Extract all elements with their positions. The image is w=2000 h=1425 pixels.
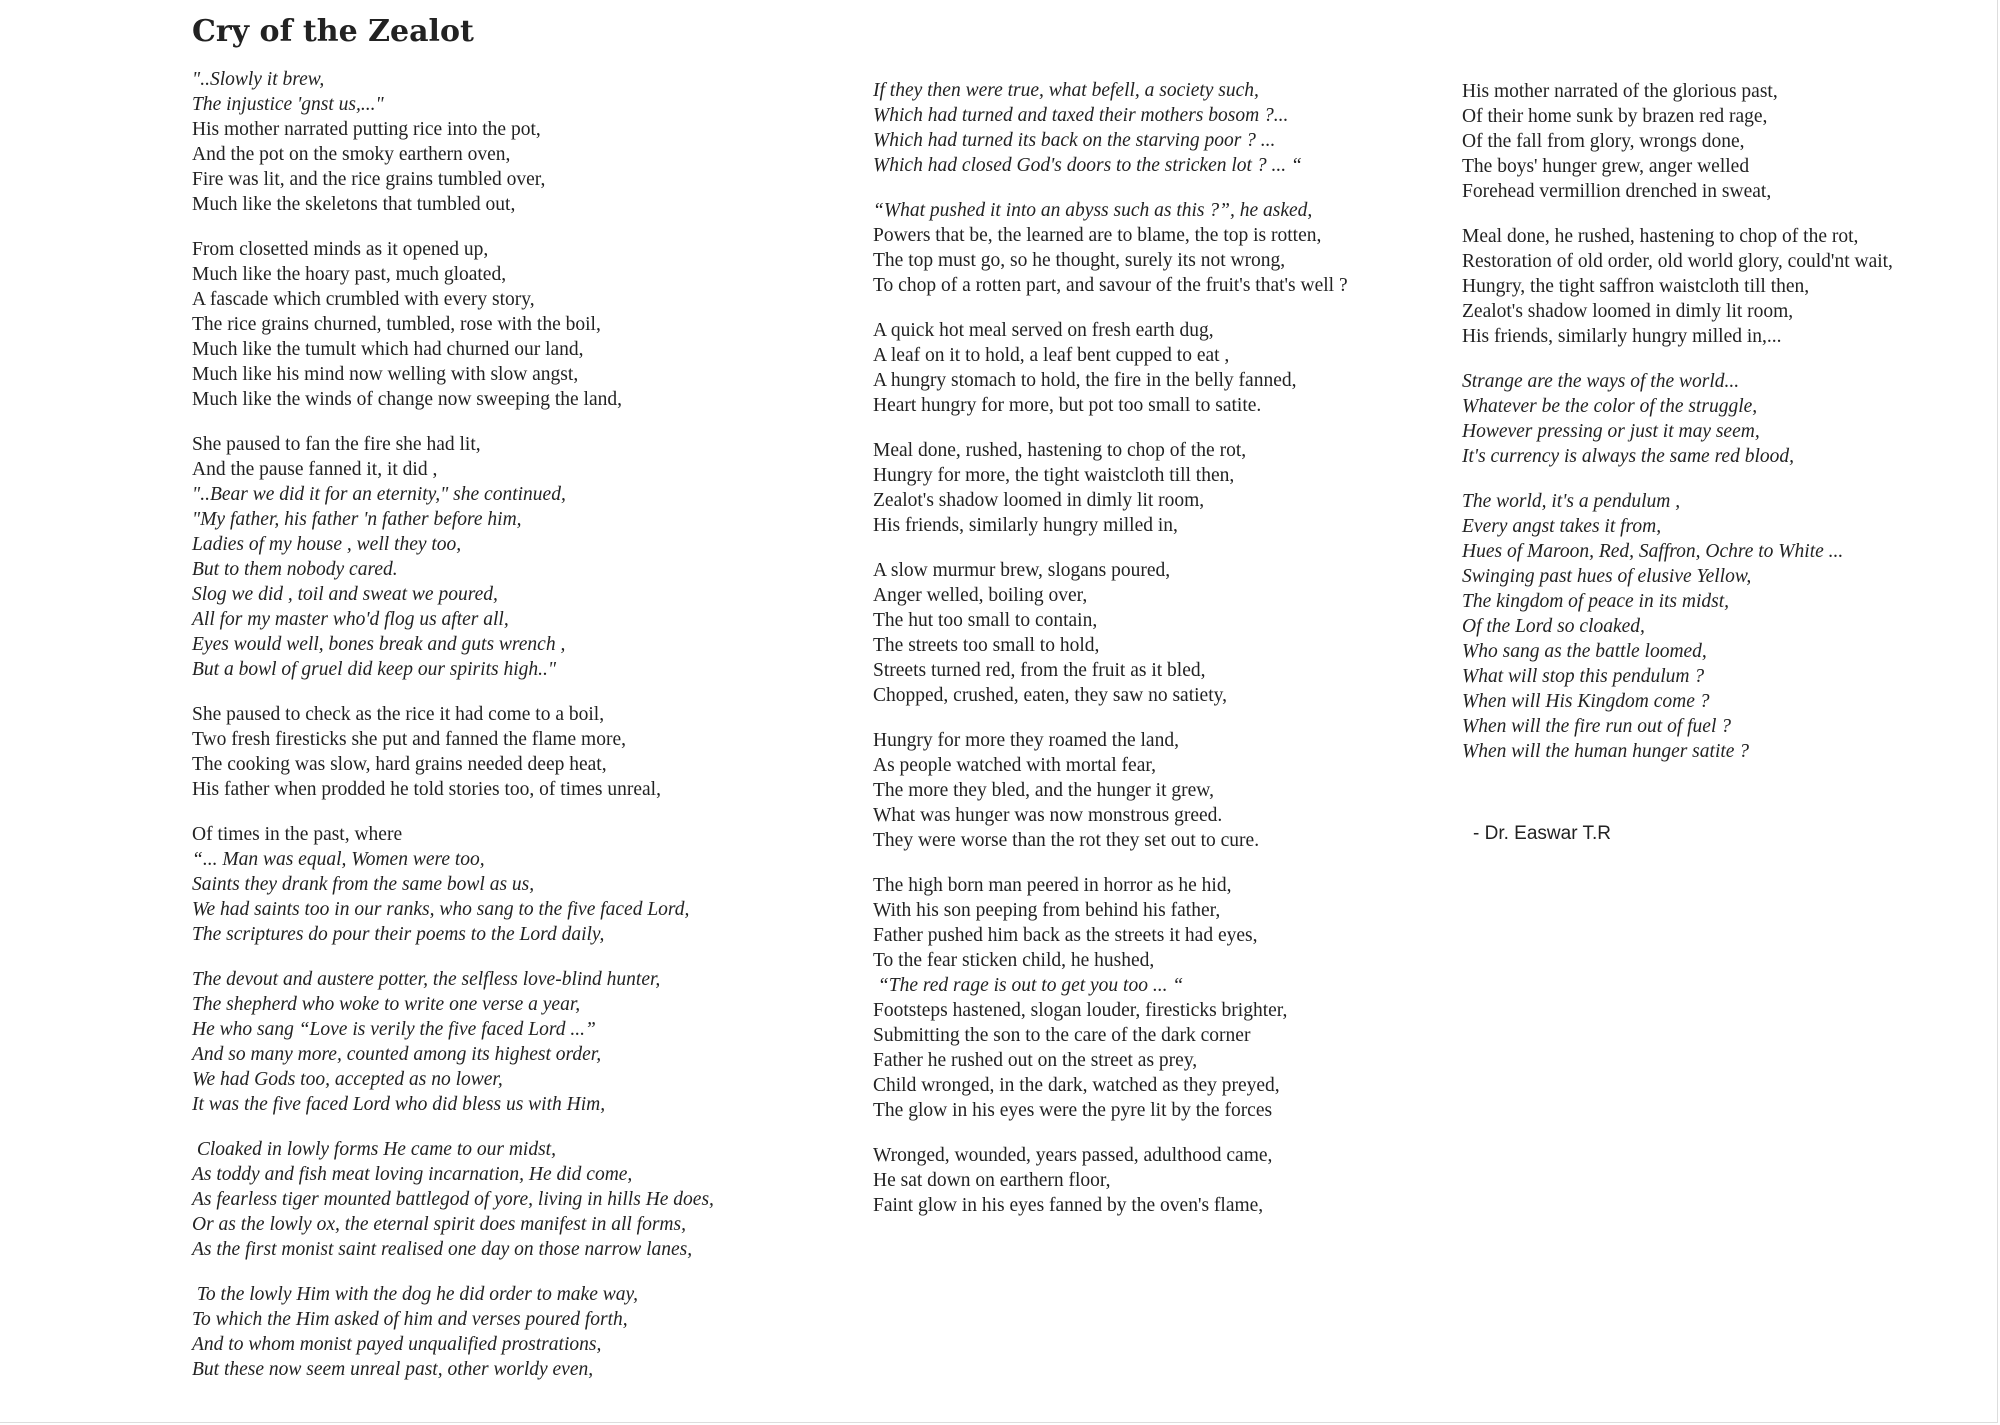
poem-line: Of times in the past, where (192, 824, 403, 845)
poem-line: He sat down on earthern floor, (873, 1170, 1111, 1191)
poem-line: Which had turned and taxed their mothers bosom ?... (873, 105, 1289, 126)
stanza (192, 967, 992, 1117)
poem-line: Whatever be the color of the struggle, (1462, 396, 1758, 417)
poem-line: Hues of Maroon, Red, Saffron, Ochre to White ... (1462, 541, 1844, 562)
poem-line: Much like the tumult which had churned our land, (192, 339, 584, 360)
poem-line: Faint glow in his eyes fanned by the oven's flame, (873, 1195, 1264, 1216)
poem-line: A quick hot meal served on fresh earth dug, (873, 320, 1214, 341)
poem-line: Meal done, he rushed, hastening to chop of the rot, (1462, 226, 1859, 247)
poem-line: And the pause fanned it, it did , (192, 459, 438, 480)
poem-line: Father pushed him back as the streets it had eyes, (873, 925, 1258, 946)
poem-line: The cooking was slow, hard grains needed deep heat, (192, 754, 607, 775)
poem-line: She paused to fan the fire she had lit, (192, 434, 481, 455)
poem-line: When will His Kingdom come ? (1462, 691, 1710, 712)
poem-line: As the first monist saint realised one day on those narrow lanes, (192, 1239, 693, 1260)
poem-line: Ladies of my house , well they too, (192, 534, 462, 555)
poem-line: A slow murmur brew, slogans poured, (873, 560, 1171, 581)
poem-line: All for my master who'd flog us after all, (192, 609, 509, 630)
poem-line: Father he rushed out on the street as prey, (873, 1050, 1198, 1071)
poem-line: But these now seem unreal past, other worldy even, (192, 1359, 594, 1380)
poem-line: As people watched with mortal fear, (873, 755, 1156, 776)
stanza (192, 237, 992, 412)
stanza (1462, 79, 2000, 204)
poem-line: It's currency is always the same red blood, (1462, 446, 1795, 467)
poem-line: What was hunger was now monstrous greed. (873, 805, 1223, 826)
poem-line: Much like the winds of change now sweeping the land, (192, 389, 622, 410)
poem-line: A leaf on it to hold, a leaf bent cupped to eat , (873, 345, 1230, 366)
poem-line: To which the Him asked of him and verses poured forth, (192, 1309, 628, 1330)
poem-line: He who sang “Love is verily the five faced Lord ...” (192, 1019, 596, 1040)
poem-line: Submitting the son to the care of the dark corner (873, 1025, 1251, 1046)
poem-line: But a bowl of gruel did keep our spirits high.." (192, 659, 557, 680)
poem-line: His friends, similarly hungry milled in,... (1462, 326, 1782, 347)
poem-line: “What pushed it into an abyss such as this ?”, he asked, (873, 200, 1313, 221)
poem-line: Cloaked in lowly forms He came to our midst, (192, 1139, 556, 1160)
poem-line: Of the Lord so cloaked, (1462, 616, 1645, 637)
poem-line: Eyes would well, bones break and guts wrench , (192, 634, 566, 655)
poem-line: When will the fire run out of fuel ? (1462, 716, 1732, 737)
poem-line: It was the five faced Lord who did bless us with Him, (192, 1094, 606, 1115)
poem-column-1 (192, 67, 992, 1402)
poem-line: The top must go, so he thought, surely its not wrong, (873, 250, 1286, 271)
poem-line: Zealot's shadow loomed in dimly lit room, (873, 490, 1205, 511)
poem-line: "My father, his father 'n father before him, (192, 509, 522, 530)
poem-line: Footsteps hastened, slogan louder, firesticks brighter, (873, 1000, 1288, 1021)
poem-line: Fire was lit, and the rice grains tumbled over, (192, 169, 546, 190)
poem-line: We had Gods too, accepted as no lower, (192, 1069, 503, 1090)
poem-line: Every angst takes it from, (1462, 516, 1662, 537)
stanza (1462, 224, 2000, 349)
poem-line: As toddy and fish meat loving incarnation, He did come, (192, 1164, 633, 1185)
poem-line: However pressing or just it may seem, (1462, 421, 1760, 442)
poem-line: "..Bear we did it for an eternity," she continued, (192, 484, 566, 505)
poem-line: The injustice 'gnst us,..." (192, 94, 384, 115)
poem-line: His mother narrated putting rice into the pot, (192, 119, 541, 140)
poem-line: His friends, similarly hungry milled in, (873, 515, 1178, 536)
poem-line: Strange are the ways of the world... (1462, 371, 1740, 392)
poem-line: We had saints too in our ranks, who sang to the five faced Lord, (192, 899, 690, 920)
stanza (873, 873, 1673, 1123)
poem-line: The glow in his eyes were the pyre lit by the forces (873, 1100, 1273, 1121)
poem-line: The hut too small to contain, (873, 610, 1098, 631)
poem-line: His mother narrated of the glorious past, (1462, 81, 1778, 102)
poem-line: Hungry, the tight saffron waistcloth till then, (1462, 276, 1810, 297)
poem-line: A fascade which crumbled with every story, (192, 289, 535, 310)
stanza (1462, 369, 2000, 469)
poem-line: The streets too small to hold, (873, 635, 1100, 656)
poem-line: And so many more, counted among its highest order, (192, 1044, 602, 1065)
poem-line: Saints they drank from the same bowl as us, (192, 874, 535, 895)
poem-column-3 (1462, 79, 2000, 784)
poem-line: To the fear sticken child, he hushed, (873, 950, 1155, 971)
stanza (873, 1143, 1673, 1218)
poem-line: Chopped, crushed, eaten, they saw no satiety, (873, 685, 1227, 706)
poem-line: Anger welled, boiling over, (873, 585, 1088, 606)
poem-line: Who sang as the battle loomed, (1462, 641, 1707, 662)
poem-line: From closetted minds as it opened up, (192, 239, 489, 260)
poem-title: Cry of the Zealot (192, 14, 474, 49)
poem-line: Hungry for more they roamed the land, (873, 730, 1179, 751)
stanza (192, 1282, 992, 1382)
poem-line: The scriptures do pour their poems to the Lord daily, (192, 924, 605, 945)
poem-line: But to them nobody cared. (192, 559, 398, 580)
poem-line: Slog we did , toil and sweat we poured, (192, 584, 498, 605)
poem-line: When will the human hunger satite ? (1462, 741, 1750, 762)
poem-line: To chop of a rotten part, and savour of the fruit's that's well ? (873, 275, 1348, 296)
poem-line: To the lowly Him with the dog he did order to make way, (192, 1284, 638, 1305)
stanza (192, 432, 992, 682)
poem-line: Two fresh firesticks she put and fanned the flame more, (192, 729, 626, 750)
poem-line: They were worse than the rot they set out to cure. (873, 830, 1260, 851)
poem-line: The shepherd who woke to write one verse a year, (192, 994, 581, 1015)
stanza (192, 702, 992, 802)
poem-line: The rice grains churned, tumbled, rose with the boil, (192, 314, 601, 335)
poem-line: The devout and austere potter, the selfless love-blind hunter, (192, 969, 661, 990)
poem-line: Powers that be, the learned are to blame, the top is rotten, (873, 225, 1322, 246)
poem-line: With his son peeping from behind his father, (873, 900, 1221, 921)
poem-line: “The red rage is out to get you too ... “ (873, 975, 1184, 996)
stanza (192, 67, 992, 217)
poem-line: The world, it's a pendulum , (1462, 491, 1681, 512)
poem-line: Much like his mind now welling with slow angst, (192, 364, 579, 385)
poem-line: Which had closed God's doors to the stricken lot ? ... “ (873, 155, 1302, 176)
poem-line: Heart hungry for more, but pot too small to satite. (873, 395, 1262, 416)
poem-line: Or as the lowly ox, the eternal spirit does manifest in all forms, (192, 1214, 686, 1235)
poem-line: Which had turned its back on the starving poor ? ... (873, 130, 1276, 151)
poem-line: His father when prodded he told stories too, of times unreal, (192, 779, 661, 800)
poem-line: The boys' hunger grew, anger welled (1462, 156, 1750, 177)
poem-line: Restoration of old order, old world glory, could'nt wait, (1462, 251, 1893, 272)
poem-line: And the pot on the smoky earthern oven, (192, 144, 511, 165)
poem-line: The more they bled, and the hunger it grew, (873, 780, 1214, 801)
poem-line: “... Man was equal, Women were too, (192, 849, 485, 870)
poem-line: Hungry for more, the tight waistcloth till then, (873, 465, 1235, 486)
poem-line: Wronged, wounded, years passed, adulthood came, (873, 1145, 1273, 1166)
author-signature: - Dr. Easwar T.R (1473, 823, 1611, 844)
poem-line: Streets turned red, from the fruit as it bled, (873, 660, 1206, 681)
poem-line: Much like the skeletons that tumbled out, (192, 194, 516, 215)
poem-line: Child wronged, in the dark, watched as they preyed, (873, 1075, 1280, 1096)
poem-line: The kingdom of peace in its midst, (1462, 591, 1730, 612)
poem-line: The high born man peered in horror as he hid, (873, 875, 1232, 896)
poem-line: Of their home sunk by brazen red rage, (1462, 106, 1768, 127)
poem-line: If they then were true, what befell, a society such, (873, 80, 1259, 101)
poem-line: She paused to check as the rice it had come to a boil, (192, 704, 605, 725)
poem-line: "..Slowly it brew, (192, 69, 325, 90)
poem-line: Meal done, rushed, hastening to chop of the rot, (873, 440, 1247, 461)
poem-line: Forehead vermillion drenched in sweat, (1462, 181, 1772, 202)
stanza (192, 822, 992, 947)
poem-line: What will stop this pendulum ? (1462, 666, 1705, 687)
poem-line: And to whom monist payed unqualified prostrations, (192, 1334, 602, 1355)
stanza (192, 1137, 992, 1262)
poem-line: Much like the hoary past, much gloated, (192, 264, 507, 285)
poem-line: Zealot's shadow loomed in dimly lit room, (1462, 301, 1794, 322)
stanza (1462, 489, 2000, 764)
poem-line: Swinging past hues of elusive Yellow, (1462, 566, 1752, 587)
poem-line: Of the fall from glory, wrongs done, (1462, 131, 1745, 152)
poem-line: A hungry stomach to hold, the fire in the belly fanned, (873, 370, 1297, 391)
poem-line: As fearless tiger mounted battlegod of yore, living in hills He does, (192, 1189, 714, 1210)
